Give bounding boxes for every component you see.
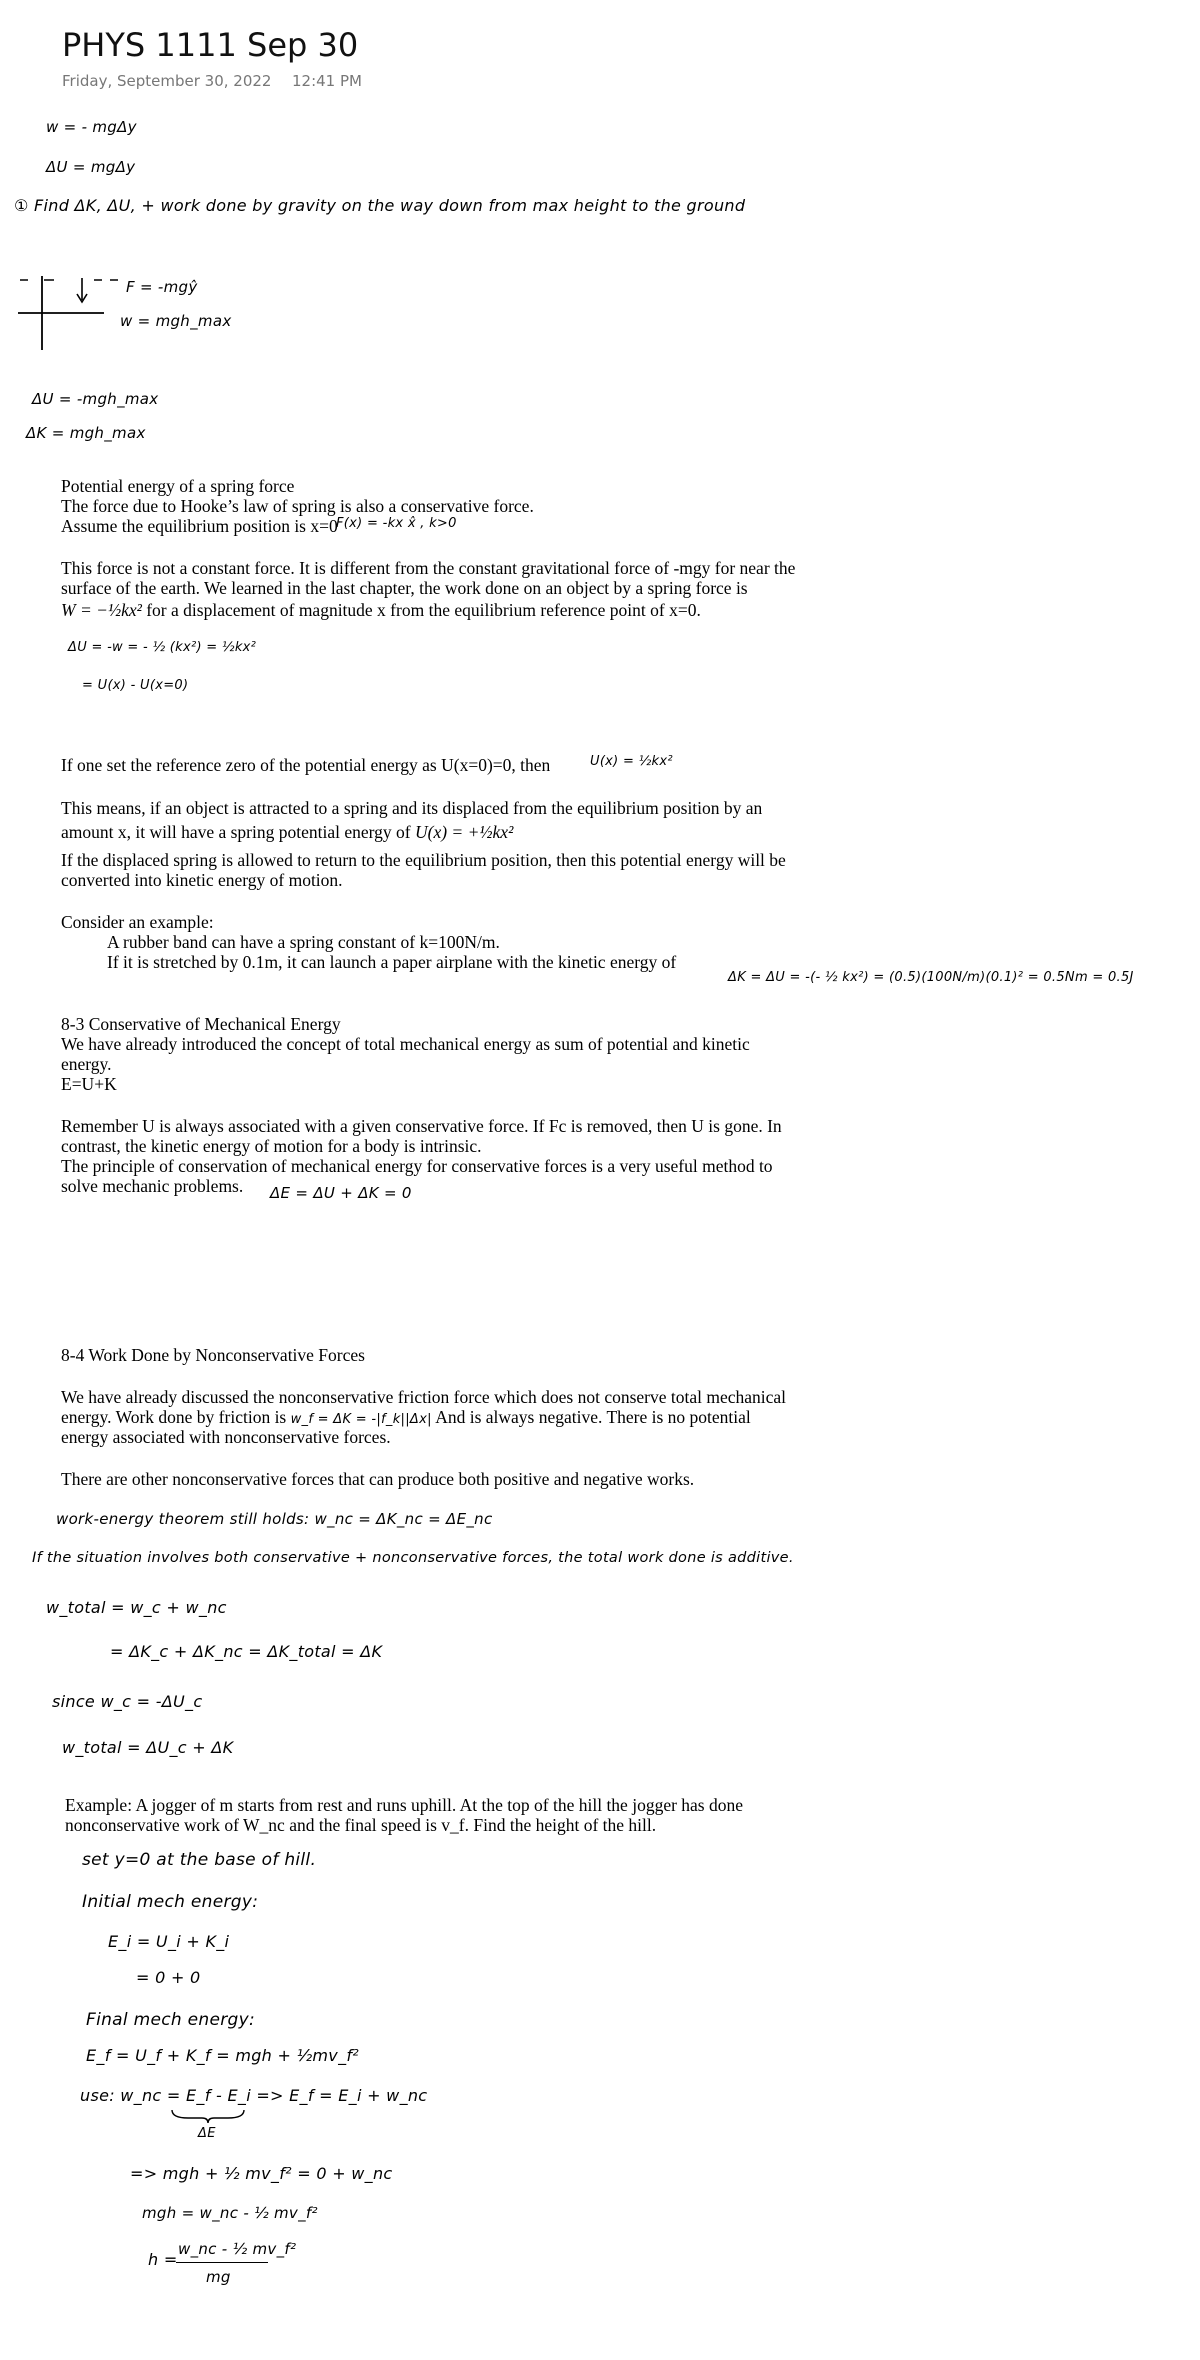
spring-para1-line2: surface of the earth. We learned in the last chapter, the work done on an object by a spring force is (61, 578, 748, 598)
hand-hooke-force: F(x) = -kx x̂ , k>0 (336, 516, 457, 531)
example1-intro: Consider an example: (61, 912, 214, 932)
hand-question: ① Find ΔK, ΔU, + work done by gravity on the way down from max height to the ground (14, 196, 746, 215)
hand-step-2: mgh = w_nc - ½ mv_f² (142, 2204, 318, 2222)
section83-para-line4: solve mechanic problems. (61, 1176, 244, 1196)
hand-wtotal-3: w_total = ΔU_c + ΔK (62, 1738, 234, 1757)
hand-ef: E_f = U_f + K_f = mgh + ½mv_f² (86, 2046, 360, 2065)
section84-para2: There are other nonconservative forces that can produce both positive and negative works. (61, 1469, 695, 1489)
example1-line1: A rubber band can have a spring constant of k=100N/m. (107, 932, 500, 952)
hand-gravity-force: F = -mgŷ (126, 278, 198, 296)
section83-line2: energy. (61, 1054, 112, 1074)
hand-final-energy: Final mech energy: (86, 2010, 256, 2030)
height-diagram-sketch (14, 268, 124, 358)
section83-line1: We have already introduced the concept of total mechanical energy as sum of potential and kinetic (61, 1034, 750, 1054)
spring-para3-line2: converted into kinetic energy of motion. (61, 870, 343, 890)
hand-du-spring-1: ΔU = -w = - ½ (kx²) = ½kx² (68, 640, 257, 655)
section83-heading: 8-3 Conservative of Mechanical Energy (61, 1014, 341, 1034)
section83-line3: E=U+K (61, 1074, 117, 1094)
hand-work-energy-theorem: work-energy theorem still holds: w_nc = ΔK_nc = ΔE_nc (56, 1510, 493, 1528)
spring-potential-formula: U(x) = +½kx² (414, 822, 514, 842)
hand-ei: E_i = U_i + K_i (108, 1932, 230, 1951)
spring-para1-line1: This force is not a constant force. It is different from the constant gravitational force of -mgy for near the (61, 558, 796, 578)
hand-dk-result: ΔK = mgh_max (26, 424, 146, 442)
hand-ux: U(x) = ½kx² (590, 754, 673, 769)
hand-wtotal-1: w_total = w_c + w_nc (46, 1598, 227, 1617)
spring-ref-zero: If one set the reference zero of the potential energy as U(x=0)=0, then (61, 755, 551, 775)
hand-friction-work: w_f = ΔK = -|f_k||Δx| (290, 1412, 432, 1427)
spring-para3-line1: If the displaced spring is allowed to return to the equilibrium position, then this potential energy will be (61, 850, 786, 870)
section84-para-line1: We have already discussed the nonconservative friction force which does not conserve total mechanical (61, 1387, 787, 1407)
hand-du-result: ΔU = -mgh_max (32, 390, 159, 408)
fraction-bar (176, 2262, 268, 2263)
hand-h-denominator: mg (206, 2268, 231, 2286)
hand-energy-conservation: ΔE = ΔU + ΔK = 0 (270, 1184, 412, 1202)
section84-heading: 8-4 Work Done by Nonconservative Forces (61, 1345, 365, 1365)
section83-para-line1: Remember U is always associated with a given conservative force. If Fc is removed, then U is gone. In (61, 1116, 782, 1136)
hand-h-numerator: w_nc - ½ mv_f² (178, 2240, 297, 2258)
underbrace-sketch (168, 2108, 248, 2124)
hand-additive-work: If the situation involves both conservative + nonconservative forces, the total work done is additive. (32, 1550, 794, 1566)
spring-para2-line1: This means, if an object is attracted to a spring and its displaced from the equilibrium position by an (61, 798, 763, 818)
section84-friction-text: energy. Work done by friction is (61, 1407, 287, 1427)
section84-friction-tail: And is always negative. There is no potential (435, 1407, 751, 1427)
hand-step-1: => mgh + ½ mv_f² = 0 + w_nc (130, 2164, 393, 2183)
spring-para2-text: amount x, it will have a spring potential energy of (61, 822, 411, 842)
hand-work-max: w = mgh_max (120, 312, 232, 330)
spring-para2-line2 (61, 822, 513, 842)
example1-line2: If it is stretched by 0.1m, it can launch a paper airplane with the kinetic energy of (107, 952, 677, 972)
hand-ei-zero: = 0 + 0 (136, 1968, 201, 1987)
hand-wtotal-2: = ΔK_c + ΔK_nc = ΔK_total = ΔK (110, 1642, 383, 1661)
hand-h-label: h = (148, 2250, 178, 2269)
spring-para1-line3 (61, 600, 701, 620)
hand-potential-equation: ΔU = mgΔy (46, 158, 136, 176)
spring-work-formula: W = −½kx² (61, 600, 142, 620)
hand-ke-calculation: ΔK = ΔU = -(- ½ kx²) = (0.5)(100N/m)(0.1)² = 0.5Nm = 0.5J (728, 970, 1134, 985)
hand-initial-energy: Initial mech energy: (82, 1892, 259, 1912)
page-time: 12:41 PM (292, 72, 362, 90)
page-date: Friday, September 30, 2022 (62, 72, 272, 90)
hand-set-y: set y=0 at the base of hill. (82, 1850, 317, 1870)
example2-line1: Example: A jogger of m starts from rest and runs uphill. At the top of the hill the jogger has done (65, 1795, 744, 1815)
spring-para1-tail: for a displacement of magnitude x from the equilibrium reference point of x=0. (141, 600, 701, 620)
hand-du-spring-2: = U(x) - U(x=0) (82, 678, 189, 693)
section83-para-line3: The principle of conservation of mechanical energy for conservative forces is a very useful method to (61, 1156, 773, 1176)
hand-since-wc: since w_c = -ΔU_c (52, 1692, 203, 1711)
spring-line-1: The force due to Hooke’s law of spring is also a conservative force. (61, 496, 534, 516)
hand-work-equation: w = - mgΔy (46, 118, 137, 136)
hand-use-wnc: use: w_nc = E_f - E_i => E_f = E_i + w_nc (80, 2086, 428, 2105)
spring-line-2: Assume the equilibrium position is x=0 (61, 516, 338, 536)
page-title: PHYS 1111 Sep 30 (62, 26, 359, 64)
example2-line2: nonconservative work of W_nc and the final speed is v_f. Find the height of the hill. (65, 1815, 657, 1835)
section83-para-line2: contrast, the kinetic energy of motion for a body is intrinsic. (61, 1136, 482, 1156)
hand-delta-e: ΔE (198, 2126, 216, 2141)
section84-para-line3: energy associated with nonconservative forces. (61, 1427, 391, 1447)
spring-heading: Potential energy of a spring force (61, 476, 295, 496)
